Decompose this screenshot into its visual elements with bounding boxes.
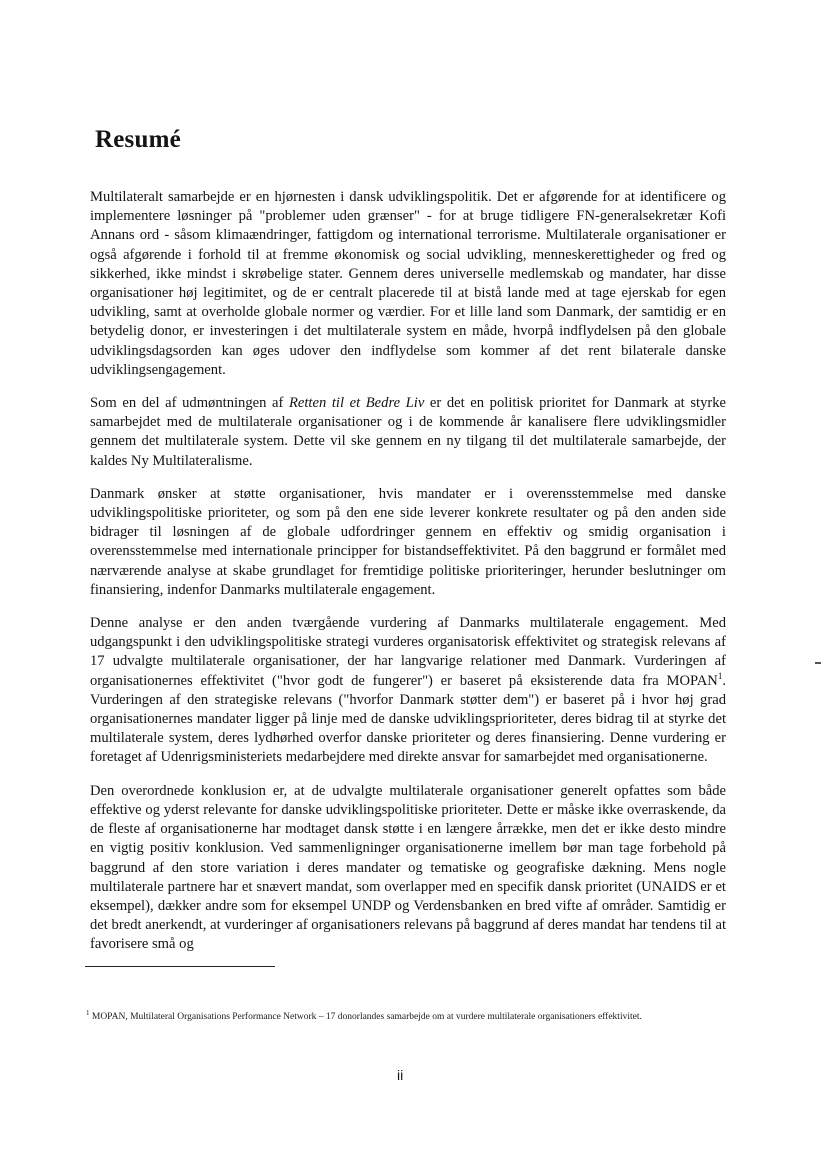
footnote-reference: 1 <box>717 670 723 681</box>
footnote-marker: 1 <box>86 1008 90 1017</box>
paragraph-4 <box>90 614 726 768</box>
page-number: ii <box>397 1067 404 1083</box>
paragraph-4-end: . Vurderingen af den strategiske relevans ("hvorfor Danmark støtter dem") er baseret på i hvor høj grad organisationernes mandater ligger på linje med de danske udviklingsprioriteter, deres bidrag til at styrke det multilaterale system, deres lydhørhed overfor danske prioriteter og deres finansiering. Denne vurdering er foretaget af Udenrigsministeriets medarbejdere med direkte ansvar for samarbejdet med organisationerne. <box>90 672 726 766</box>
footnote-divider <box>85 966 275 967</box>
paragraph-4-start: Denne analyse er den anden tværgående vurdering af Danmarks multilaterale engagement. Med udgangspunkt i den udviklingspolitiske strategi vurderes organisatorisk effektivitet og strategisk relevans af 17 udvalgte multilaterale organisationer, der har langvarige relationer med Danmark. Vurderingen af organisationernes effektivitet ("hvor godt de fungerer") er baseret på eksisterende data fra MOPAN <box>90 615 726 689</box>
page-title: Resumé <box>95 126 181 153</box>
paragraph-5: Den overordnede konklusion er, at de udvalgte multilaterale organisationer generelt opfattes som både effektive og yderst relevante for danske udviklingspolitiske prioriteter. Dette er måske ikke overraskende, da de fleste af organisationerne har modtaget dansk støtte i en længere årrække, men det er ikke desto mindre en vigtig positiv konklusion. Ved sammenligninger organisationerne imellem bør man tage forbehold på baggrund af den store variation i deres mandater og tematiske og geografiske dækning. Mens nogle multilaterale partnere har et snævert mandat, som overlapper med en specifik dansk prioritet (UNAIDS er et eksempel), dækker andre som for eksempel UNDP og Verdensbanken en bred vifte af områder. Samtidig er det bredt anerkendt, at vurderinger af organisationers relevans på baggrund af deres mandat har tendens til at favorisere små og <box>90 782 726 953</box>
publication-title: Retten til et Bedre Liv <box>288 395 425 412</box>
paragraph-1: Multilateralt samarbejde er en hjørnesten i dansk udviklingspolitik. Det er afgørende for at identificere og implementere løsninger på "problemer uden grænser" - for at bruge tidligere FN-generalsekretær Kofi Annans ord - såsom klimaændringer, fattigdom og international terrorisme. Multilaterale organisationer er også afgørende i forhold til at fremme økonomisk og social udvikling, menneskerettigheder og fred og sikkerhed, ikke mindst i skrøbelige stater. Gennem deres universelle medlemskab og mandater, har disse organisationer høj legitimitet, og de er centralt placerede til at bistå lande med at tage ejerskab for egen udvikling, samt at overholde globale normer og værdier. For et lille land som Danmark, der samtidig er en betydelig donor, er investeringen i det multilaterale system en måde, hvorpå indflydelsen på den globale udviklingsdagsorden kan øges udover den indflydelse som kommer af det rent bilaterale danske udviklingsengagement. <box>90 189 726 378</box>
body-text <box>90 188 726 969</box>
scan-mark <box>815 662 821 664</box>
paragraph-2-end: er det en politisk prioritet for Danmark at styrke samarbejdet med de multilaterale organisationer og i de kommende år kanalisere flere udviklingsmidler gennem det multilaterale system. Dette vil ske gennem en ny tilgang til det multilaterale samarbejde, der kaldes Ny Multilateralisme. <box>90 395 727 469</box>
paragraph-2-start: Som en del af udmøntningen af <box>90 395 289 412</box>
footnote <box>86 1008 706 1024</box>
paragraph-2 <box>90 394 726 471</box>
paragraph-3: Danmark ønsker at støtte organisationer, hvis mandater er i overensstemmelse med danske udviklingspolitiske prioriteter, og som på den ene side leverer konkrete resultater og på den anden side bidrager til løsningen af de globale udfordringer gennem en effektiv og smidig organisation i overensstemmelse med internationale principper for bistandseffektivitet. På den baggrund er formålet med nærværende analyse at skabe grundlaget for fremtidige politiske prioriteringer, herunder beslutninger om finansiering, indenfor Danmarks multilaterale engagement. <box>90 485 726 598</box>
footnote-text: MOPAN, Multilateral Organisations Performance Network – 17 donorlandes samarbejde om at vurdere multilaterale organisationers effektivitet. <box>91 1012 642 1022</box>
